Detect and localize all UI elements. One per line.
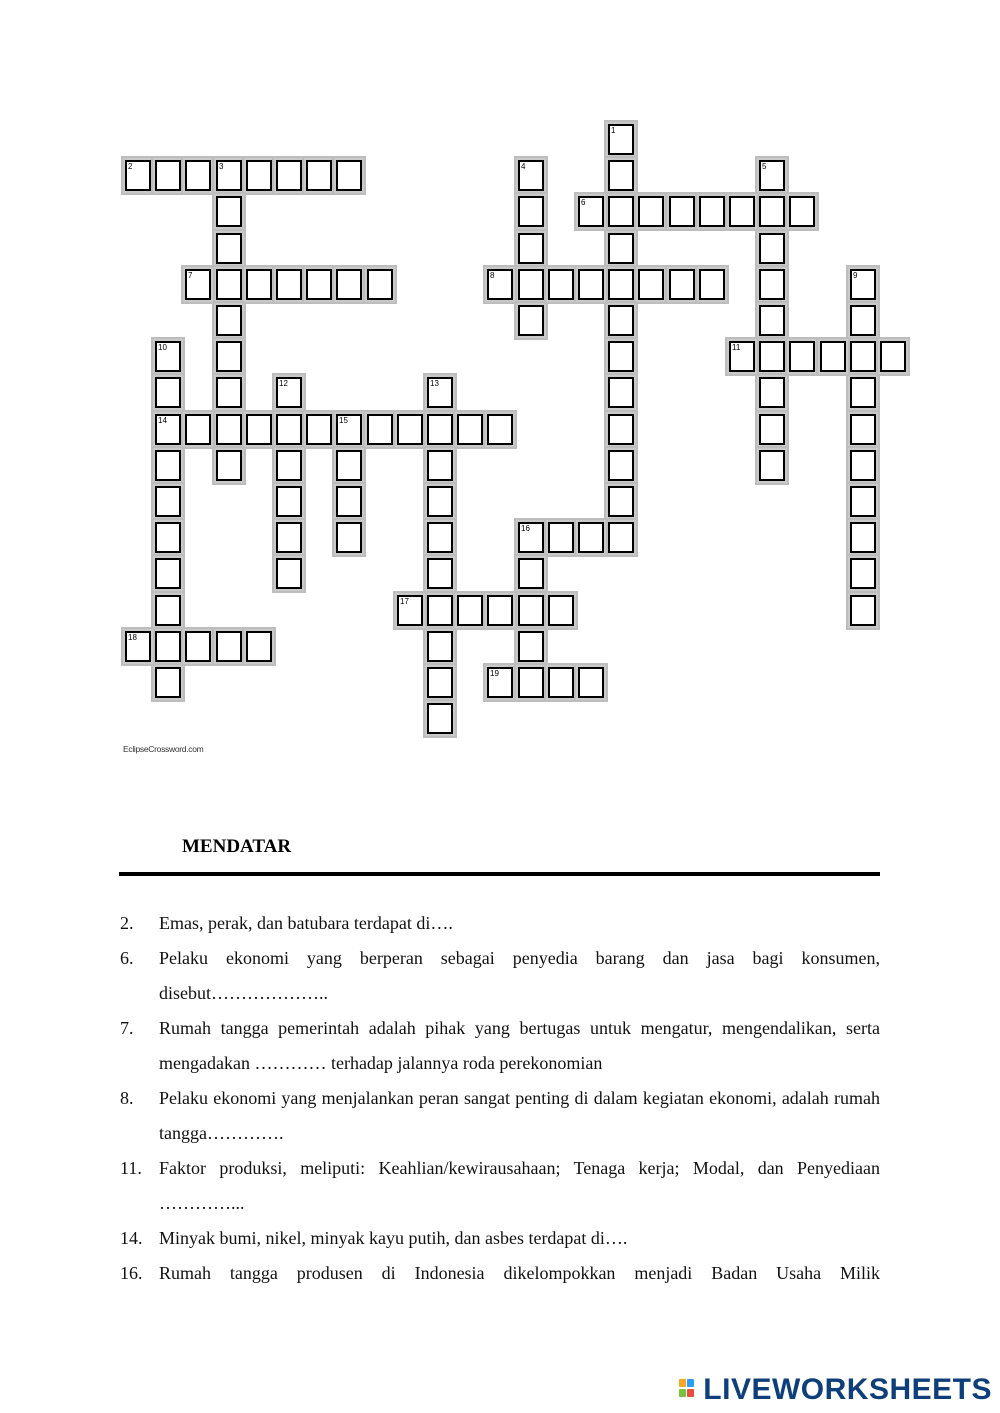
- crossword-cell[interactable]: [608, 450, 634, 481]
- crossword-cell[interactable]: [638, 196, 664, 227]
- section-divider: [119, 872, 880, 876]
- crossword-cell[interactable]: [427, 486, 453, 517]
- crossword-cell[interactable]: [155, 377, 181, 408]
- crossword-cell[interactable]: [789, 196, 815, 227]
- crossword-cell[interactable]: [608, 377, 634, 408]
- crossword-cell[interactable]: [155, 558, 181, 589]
- clue-number: 2.: [120, 913, 134, 933]
- crossword-cell[interactable]: [336, 486, 362, 517]
- cell-number: 14: [158, 416, 167, 425]
- crossword-cell[interactable]: [216, 196, 242, 227]
- crossword-cell[interactable]: [850, 558, 876, 589]
- crossword-cell[interactable]: [608, 124, 634, 155]
- crossword-cell[interactable]: [185, 631, 211, 662]
- crossword-cell[interactable]: [669, 269, 695, 300]
- crossword-cell[interactable]: [427, 703, 453, 734]
- clue-text: Pelaku ekonomi yang berperan sebagai penyedia barang dan jasa bagi konsumen, disebut………………..: [159, 948, 880, 1003]
- crossword-cell[interactable]: [155, 450, 181, 481]
- crossword-cell[interactable]: [518, 595, 544, 626]
- crossword-cell[interactable]: [759, 305, 785, 336]
- crossword-cell[interactable]: [427, 631, 453, 662]
- crossword-cell[interactable]: [729, 196, 755, 227]
- cell-number: 17: [400, 597, 409, 606]
- cell-number: 8: [490, 271, 495, 280]
- clue-number: 8.: [120, 1088, 134, 1108]
- crossword-cell[interactable]: [276, 450, 302, 481]
- crossword-cell[interactable]: [759, 160, 785, 191]
- crossword-cell[interactable]: [216, 233, 242, 264]
- crossword-cell[interactable]: [276, 160, 302, 191]
- crossword-cell[interactable]: [850, 305, 876, 336]
- cell-number: 9: [853, 271, 858, 280]
- cell-number: 15: [339, 416, 348, 425]
- clue-item: [120, 1011, 880, 1081]
- crossword-cell[interactable]: [185, 160, 211, 191]
- crossword-cell[interactable]: [216, 631, 242, 662]
- crossword-cell[interactable]: [518, 631, 544, 662]
- crossword-cell[interactable]: [276, 486, 302, 517]
- crossword-cell[interactable]: [155, 595, 181, 626]
- cell-number: 18: [128, 633, 137, 642]
- crossword-cell[interactable]: [669, 196, 695, 227]
- cell-number: 3: [219, 162, 224, 171]
- crossword-cell[interactable]: [155, 341, 181, 372]
- crossword-cell[interactable]: [789, 341, 815, 372]
- crossword-cell[interactable]: [759, 269, 785, 300]
- crossword-cell[interactable]: [608, 486, 634, 517]
- clue-item: [120, 906, 880, 941]
- crossword-cell[interactable]: [850, 486, 876, 517]
- cell-number: 1: [611, 126, 616, 135]
- crossword-cell[interactable]: [759, 341, 785, 372]
- crossword-cell[interactable]: [336, 522, 362, 553]
- crossword-cell[interactable]: [608, 341, 634, 372]
- crossword-cell[interactable]: [608, 160, 634, 191]
- crossword-cell[interactable]: [427, 522, 453, 553]
- crossword-cell[interactable]: [759, 450, 785, 481]
- crossword-cell[interactable]: [306, 269, 332, 300]
- crossword-cell[interactable]: [367, 414, 393, 445]
- crossword-cell[interactable]: [518, 558, 544, 589]
- cell-number: 11: [732, 343, 741, 352]
- crossword-cell[interactable]: [608, 233, 634, 264]
- crossword-cell[interactable]: [518, 667, 544, 698]
- crossword-cell[interactable]: [185, 414, 211, 445]
- crossword-cell[interactable]: [608, 196, 634, 227]
- crossword-cell[interactable]: [729, 341, 755, 372]
- crossword-cell[interactable]: [880, 341, 906, 372]
- crossword-cell[interactable]: [457, 414, 483, 445]
- crossword-cell[interactable]: [518, 305, 544, 336]
- crossword-cell[interactable]: [155, 631, 181, 662]
- clue-item: [120, 941, 880, 1011]
- crossword-cell[interactable]: [518, 233, 544, 264]
- crossword-cell[interactable]: [548, 522, 574, 553]
- crossword-cell[interactable]: [397, 414, 423, 445]
- crossword-cell[interactable]: [367, 269, 393, 300]
- crossword-cell[interactable]: [457, 595, 483, 626]
- crossword-cell[interactable]: [246, 160, 272, 191]
- crossword-cell[interactable]: [427, 595, 453, 626]
- clue-item: [120, 1081, 880, 1151]
- crossword-cell[interactable]: [487, 595, 513, 626]
- crossword-cell[interactable]: [155, 414, 181, 445]
- liveworksheets-brand[interactable]: [679, 1373, 992, 1407]
- crossword-cell[interactable]: [518, 522, 544, 553]
- crossword-cell[interactable]: [216, 160, 242, 191]
- crossword-cell[interactable]: [336, 269, 362, 300]
- clue-text: Rumah tangga produsen di Indonesia dikelompokkan menjadi Badan Usaha Milik: [159, 1263, 880, 1283]
- crossword-credit: EclipseCrossword.com: [123, 744, 204, 754]
- crossword-cell[interactable]: [548, 269, 574, 300]
- crossword-cell[interactable]: [850, 450, 876, 481]
- clue-text: Faktor produksi, meliputi: Keahlian/kewirausahaan; Tenaga kerja; Modal, dan Penyediaan …………...: [159, 1158, 880, 1213]
- crossword-cell[interactable]: [397, 595, 423, 626]
- liveworksheets-logo-icon: [679, 1377, 701, 1403]
- crossword-cell[interactable]: [336, 160, 362, 191]
- crossword-cell[interactable]: [518, 196, 544, 227]
- crossword-cell[interactable]: [306, 414, 332, 445]
- clue-number: 7.: [120, 1018, 134, 1038]
- crossword-cell[interactable]: [336, 450, 362, 481]
- crossword-cell[interactable]: [155, 486, 181, 517]
- crossword-cell[interactable]: [608, 269, 634, 300]
- clue-number: 11.: [120, 1158, 142, 1178]
- section-title: MENDATAR: [182, 836, 292, 857]
- cell-number: 16: [521, 524, 530, 533]
- crossword-cell[interactable]: [850, 595, 876, 626]
- crossword-cell[interactable]: [216, 305, 242, 336]
- clue-list: [120, 906, 880, 1291]
- cell-number: 19: [490, 669, 499, 678]
- crossword-cell[interactable]: [487, 269, 513, 300]
- crossword-cell[interactable]: [487, 667, 513, 698]
- crossword-cell[interactable]: [759, 196, 785, 227]
- crossword-cell[interactable]: [125, 631, 151, 662]
- crossword-cell[interactable]: [185, 269, 211, 300]
- crossword-cell[interactable]: [518, 160, 544, 191]
- crossword-cell[interactable]: [608, 305, 634, 336]
- crossword-cell[interactable]: [155, 522, 181, 553]
- clue-item: [120, 1221, 880, 1256]
- crossword-cell[interactable]: [820, 341, 846, 372]
- crossword-cell[interactable]: [850, 522, 876, 553]
- crossword-cell[interactable]: [125, 160, 151, 191]
- crossword-cell[interactable]: [699, 269, 725, 300]
- crossword-cell[interactable]: [276, 377, 302, 408]
- crossword-cell[interactable]: [759, 377, 785, 408]
- crossword-cell[interactable]: [608, 414, 634, 445]
- crossword-cell[interactable]: [427, 450, 453, 481]
- crossword-cell[interactable]: [276, 558, 302, 589]
- crossword-cell[interactable]: [216, 377, 242, 408]
- crossword-cell[interactable]: [548, 595, 574, 626]
- crossword-cell[interactable]: [638, 269, 664, 300]
- clue-item: [120, 1256, 880, 1291]
- crossword-cell[interactable]: [246, 631, 272, 662]
- crossword-cell[interactable]: [578, 667, 604, 698]
- clue-number: 16.: [120, 1263, 143, 1283]
- crossword-cell[interactable]: [487, 414, 513, 445]
- clue-text: Pelaku ekonomi yang menjalankan peran sangat penting di dalam kegiatan ekonomi, adalah rumah tangga………….: [159, 1088, 880, 1143]
- cell-number: 12: [279, 379, 288, 388]
- crossword-cell[interactable]: [276, 414, 302, 445]
- crossword-cell[interactable]: [276, 269, 302, 300]
- crossword-cell[interactable]: [306, 160, 332, 191]
- cell-number: 4: [521, 162, 526, 171]
- crossword-cell[interactable]: [216, 414, 242, 445]
- clue-text: Minyak bumi, nikel, minyak kayu putih, dan asbes terdapat di….: [159, 1228, 628, 1248]
- crossword-cell[interactable]: [427, 667, 453, 698]
- crossword-cell[interactable]: [578, 522, 604, 553]
- crossword-cell[interactable]: [850, 341, 876, 372]
- crossword-cell[interactable]: [850, 414, 876, 445]
- crossword-cell[interactable]: [759, 233, 785, 264]
- crossword-cell[interactable]: [578, 196, 604, 227]
- clue-text: Emas, perak, dan batubara terdapat di….: [159, 913, 453, 933]
- crossword-cell[interactable]: [427, 558, 453, 589]
- crossword-cell[interactable]: [155, 667, 181, 698]
- cell-number: 2: [128, 162, 133, 171]
- crossword-cell[interactable]: [246, 414, 272, 445]
- crossword-cell[interactable]: [548, 667, 574, 698]
- crossword-cell[interactable]: [850, 269, 876, 300]
- clue-text: Rumah tangga pemerintah adalah pihak yang bertugas untuk mengatur, mengendalikan, serta mengadakan ………… terhadap jalannya roda perekonomian: [159, 1018, 880, 1073]
- cell-number: 10: [158, 343, 167, 352]
- crossword-cell[interactable]: [246, 269, 272, 300]
- crossword-cell[interactable]: [216, 450, 242, 481]
- brand-name: LIVEWORKSHEETS: [703, 1373, 992, 1406]
- crossword-cell[interactable]: [155, 160, 181, 191]
- cell-number: 6: [581, 198, 586, 207]
- crossword-cell[interactable]: [427, 414, 453, 445]
- crossword-cell[interactable]: [850, 377, 876, 408]
- cell-number: 13: [430, 379, 439, 388]
- crossword-cell[interactable]: [216, 341, 242, 372]
- clue-number: 6.: [120, 948, 134, 968]
- cell-number: 7: [188, 271, 193, 280]
- crossword-cell[interactable]: [699, 196, 725, 227]
- crossword-cell[interactable]: [216, 269, 242, 300]
- clue-number: 14.: [120, 1228, 143, 1248]
- crossword-cell[interactable]: [578, 269, 604, 300]
- cell-number: 5: [762, 162, 767, 171]
- crossword-cell[interactable]: [759, 414, 785, 445]
- crossword-cell[interactable]: [336, 414, 362, 445]
- crossword-cell[interactable]: [276, 522, 302, 553]
- clue-item: [120, 1151, 880, 1221]
- crossword-cell[interactable]: [518, 269, 544, 300]
- crossword-cell[interactable]: [427, 377, 453, 408]
- crossword-cell[interactable]: [608, 522, 634, 553]
